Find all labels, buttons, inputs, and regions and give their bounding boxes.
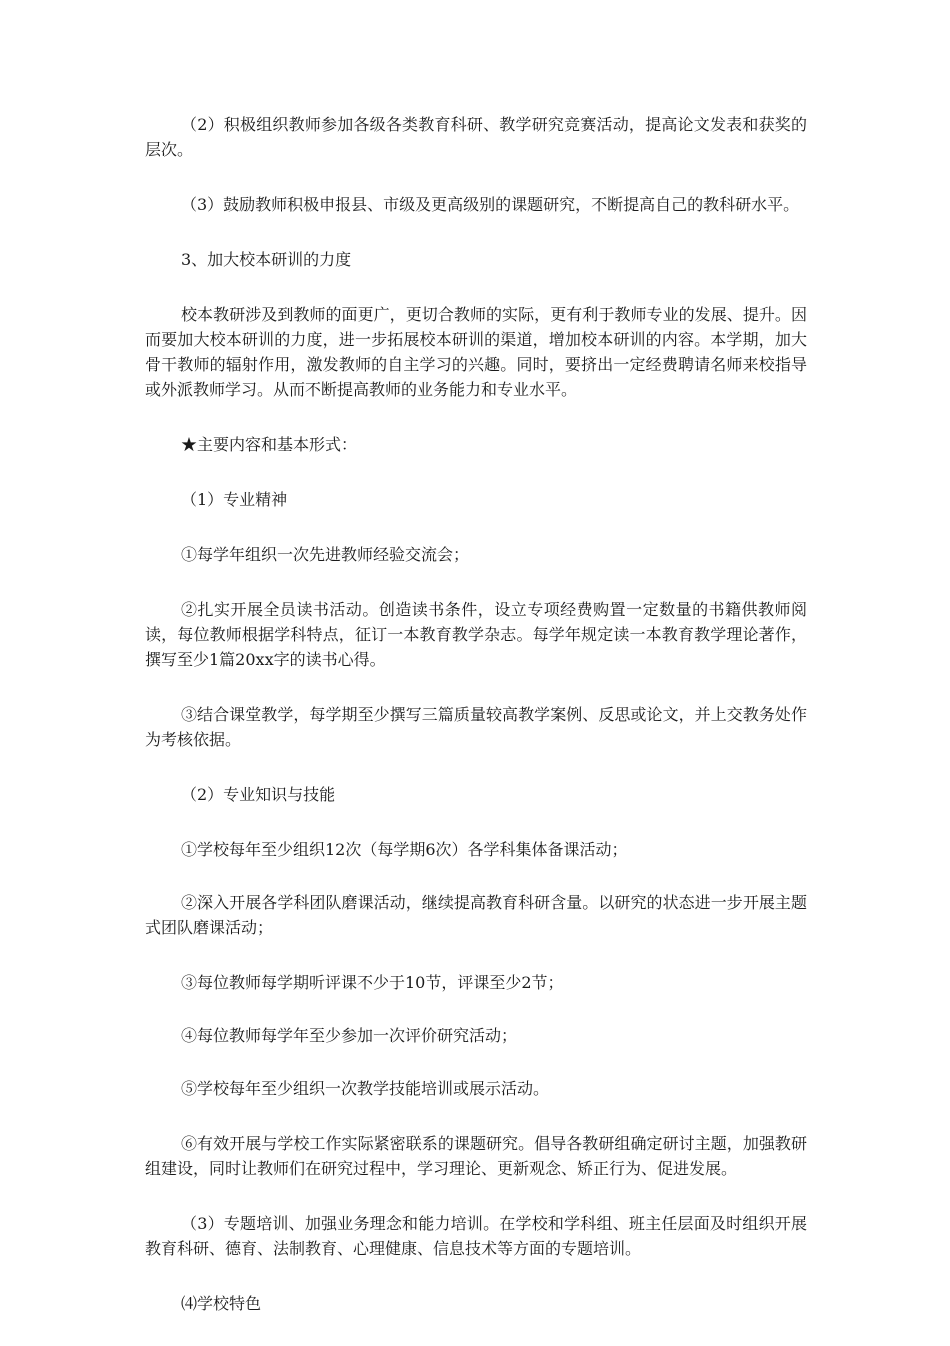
subheading-knowledge-skills: （2）专业知识与技能 <box>181 785 336 804</box>
paragraph-2: （3）鼓励教师积极申报县、市级及更高级别的课题研究，不断提高自己的教科研水平。 <box>181 195 800 214</box>
list-item-1: ①每学年组织一次先进教师经验交流会； <box>181 545 470 564</box>
list-item-2: ②扎实开展全员读书活动。创造读书条件，设立专项经费购置一定数量的书籍供教师阅读，每位教师根据学科特点，征订一本教育教学杂志。每学年规定读一本教育教学理论著作，撰写至少1篇20xx字的读书心得。 <box>145 600 807 669</box>
list-item-9: ⑥有效开展与学校工作实际紧密联系的课题研究。倡导各教研组确定研讨主题，加强教研组建设，同时让教师们在研究过程中，学习理论、更新观念、矫正行为、促进发展。 <box>145 1134 807 1178</box>
subheading-school-feature: ⑷学校特色 <box>181 1294 262 1313</box>
list-item-4: ①学校每年至少组织12次（每学期6次）各学科集体备课活动； <box>181 840 628 859</box>
list-item-6: ③每位教师每学期听评课不少于10节，评课至少2节； <box>181 973 564 992</box>
paragraph-4: 校本教研涉及到教师的面更广，更切合教师的实际，更有利于教师专业的发展、提升。因而要加大校本研训的力度，进一步拓展校本研训的渠道，增加校本研训的内容。本学期，加大骨干教师的辐射作用，激发教师的自主学习的兴趣。同时，要挤出一定经费聘请名师来校指导或外派教师学习。从而不断提高教师的业务能力和专业水平。 <box>145 305 807 399</box>
subheading-professional-spirit: （1）专业精神 <box>181 490 288 509</box>
paragraph-1: （2）积极组织教师参加各级各类教育科研、教学研究竞赛活动，提高论文发表和获奖的层次。 <box>145 115 807 159</box>
document-page <box>145 112 807 1346</box>
subheading-main-content: ★主要内容和基本形式： <box>181 435 358 454</box>
list-item-5: ②深入开展各学科团队磨课活动，继续提高教育科研含量。以研究的状态进一步开展主题式团队磨课活动； <box>145 893 807 937</box>
list-item-7: ④每位教师每学年至少参加一次评价研究活动； <box>181 1026 518 1045</box>
section-heading-3: 3、加大校本研训的力度 <box>181 250 352 269</box>
paragraph-special-training: （3）专题培训、加强业务理念和能力培训。在学校和学科组、班主任层面及时组织开展教育科研、德育、法制教育、心理健康、信息技术等方面的专题培训。 <box>145 1214 807 1258</box>
list-item-8: ⑤学校每年至少组织一次教学技能培训或展示活动。 <box>181 1079 550 1098</box>
list-item-3: ③结合课堂教学，每学期至少撰写三篇质量较高教学案例、反思或论文，并上交教务处作为考核依据。 <box>145 705 807 749</box>
